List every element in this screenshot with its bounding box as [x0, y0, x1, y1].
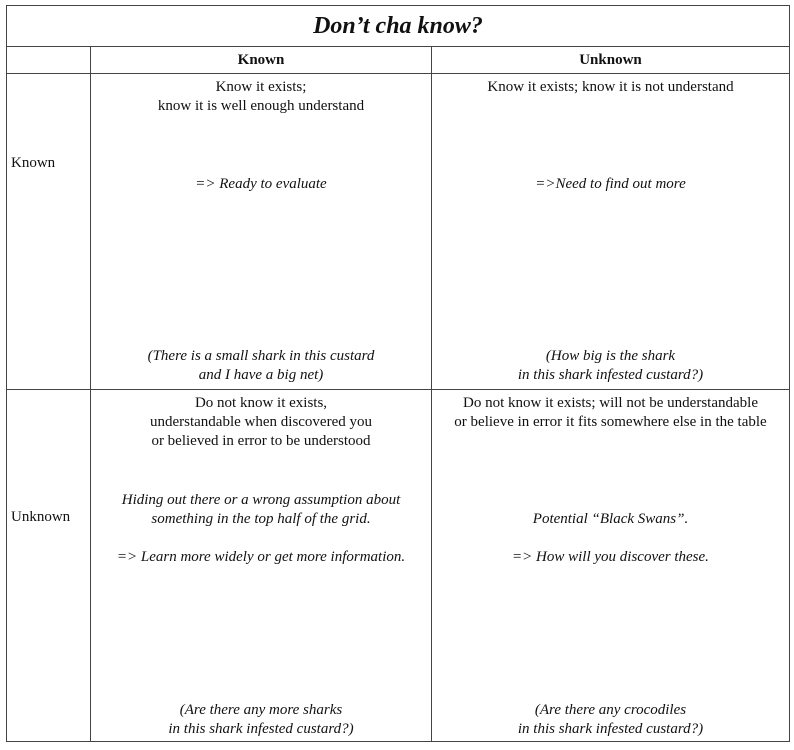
cell-unknown-known [91, 390, 431, 741]
cell-example: (How big is the shark in this shark infested custard?) [517, 348, 704, 383]
table-title: Don’t cha know? [313, 12, 483, 39]
cell-example: (Are there any more sharks in this shark infested custard?) [168, 702, 354, 737]
cell-note: Potential “Black Swans”. [532, 511, 689, 527]
knowledge-grid-table [6, 5, 790, 742]
cell-statement: Do not know it exists, understandable when discovered you or believed in error to be understood [149, 395, 372, 449]
cell-action: =>Need to find out more [535, 176, 686, 192]
cell-known-unknown [432, 74, 789, 389]
cell-statement: Know it exists; know it is not understand [487, 79, 734, 95]
column-header-unknown: Unknown [579, 51, 642, 68]
column-header-known: Known [237, 51, 285, 68]
row-header-known: Known [11, 155, 56, 171]
cell-note: Hiding out there or a wrong assumption about something in the top half of the grid. [121, 492, 401, 527]
cell-action: => How will you discover these. [512, 549, 709, 565]
cell-example: (Are there any crocodiles in this shark infested custard?) [517, 702, 704, 737]
cell-statement: Know it exists; know it is well enough understand [157, 79, 365, 114]
cell-unknown-unknown [432, 390, 789, 741]
row-header-unknown: Unknown [11, 509, 71, 525]
cell-action: => Ready to evaluate [195, 176, 327, 192]
cell-known-known [91, 74, 431, 389]
cell-action: => Learn more widely or get more information. [116, 549, 406, 565]
cell-statement: Do not know it exists; will not be understandable or believe in error it fits somewhere else in the table [454, 395, 767, 430]
cell-example: (There is a small shark in this custard and I have a big net) [147, 348, 375, 383]
